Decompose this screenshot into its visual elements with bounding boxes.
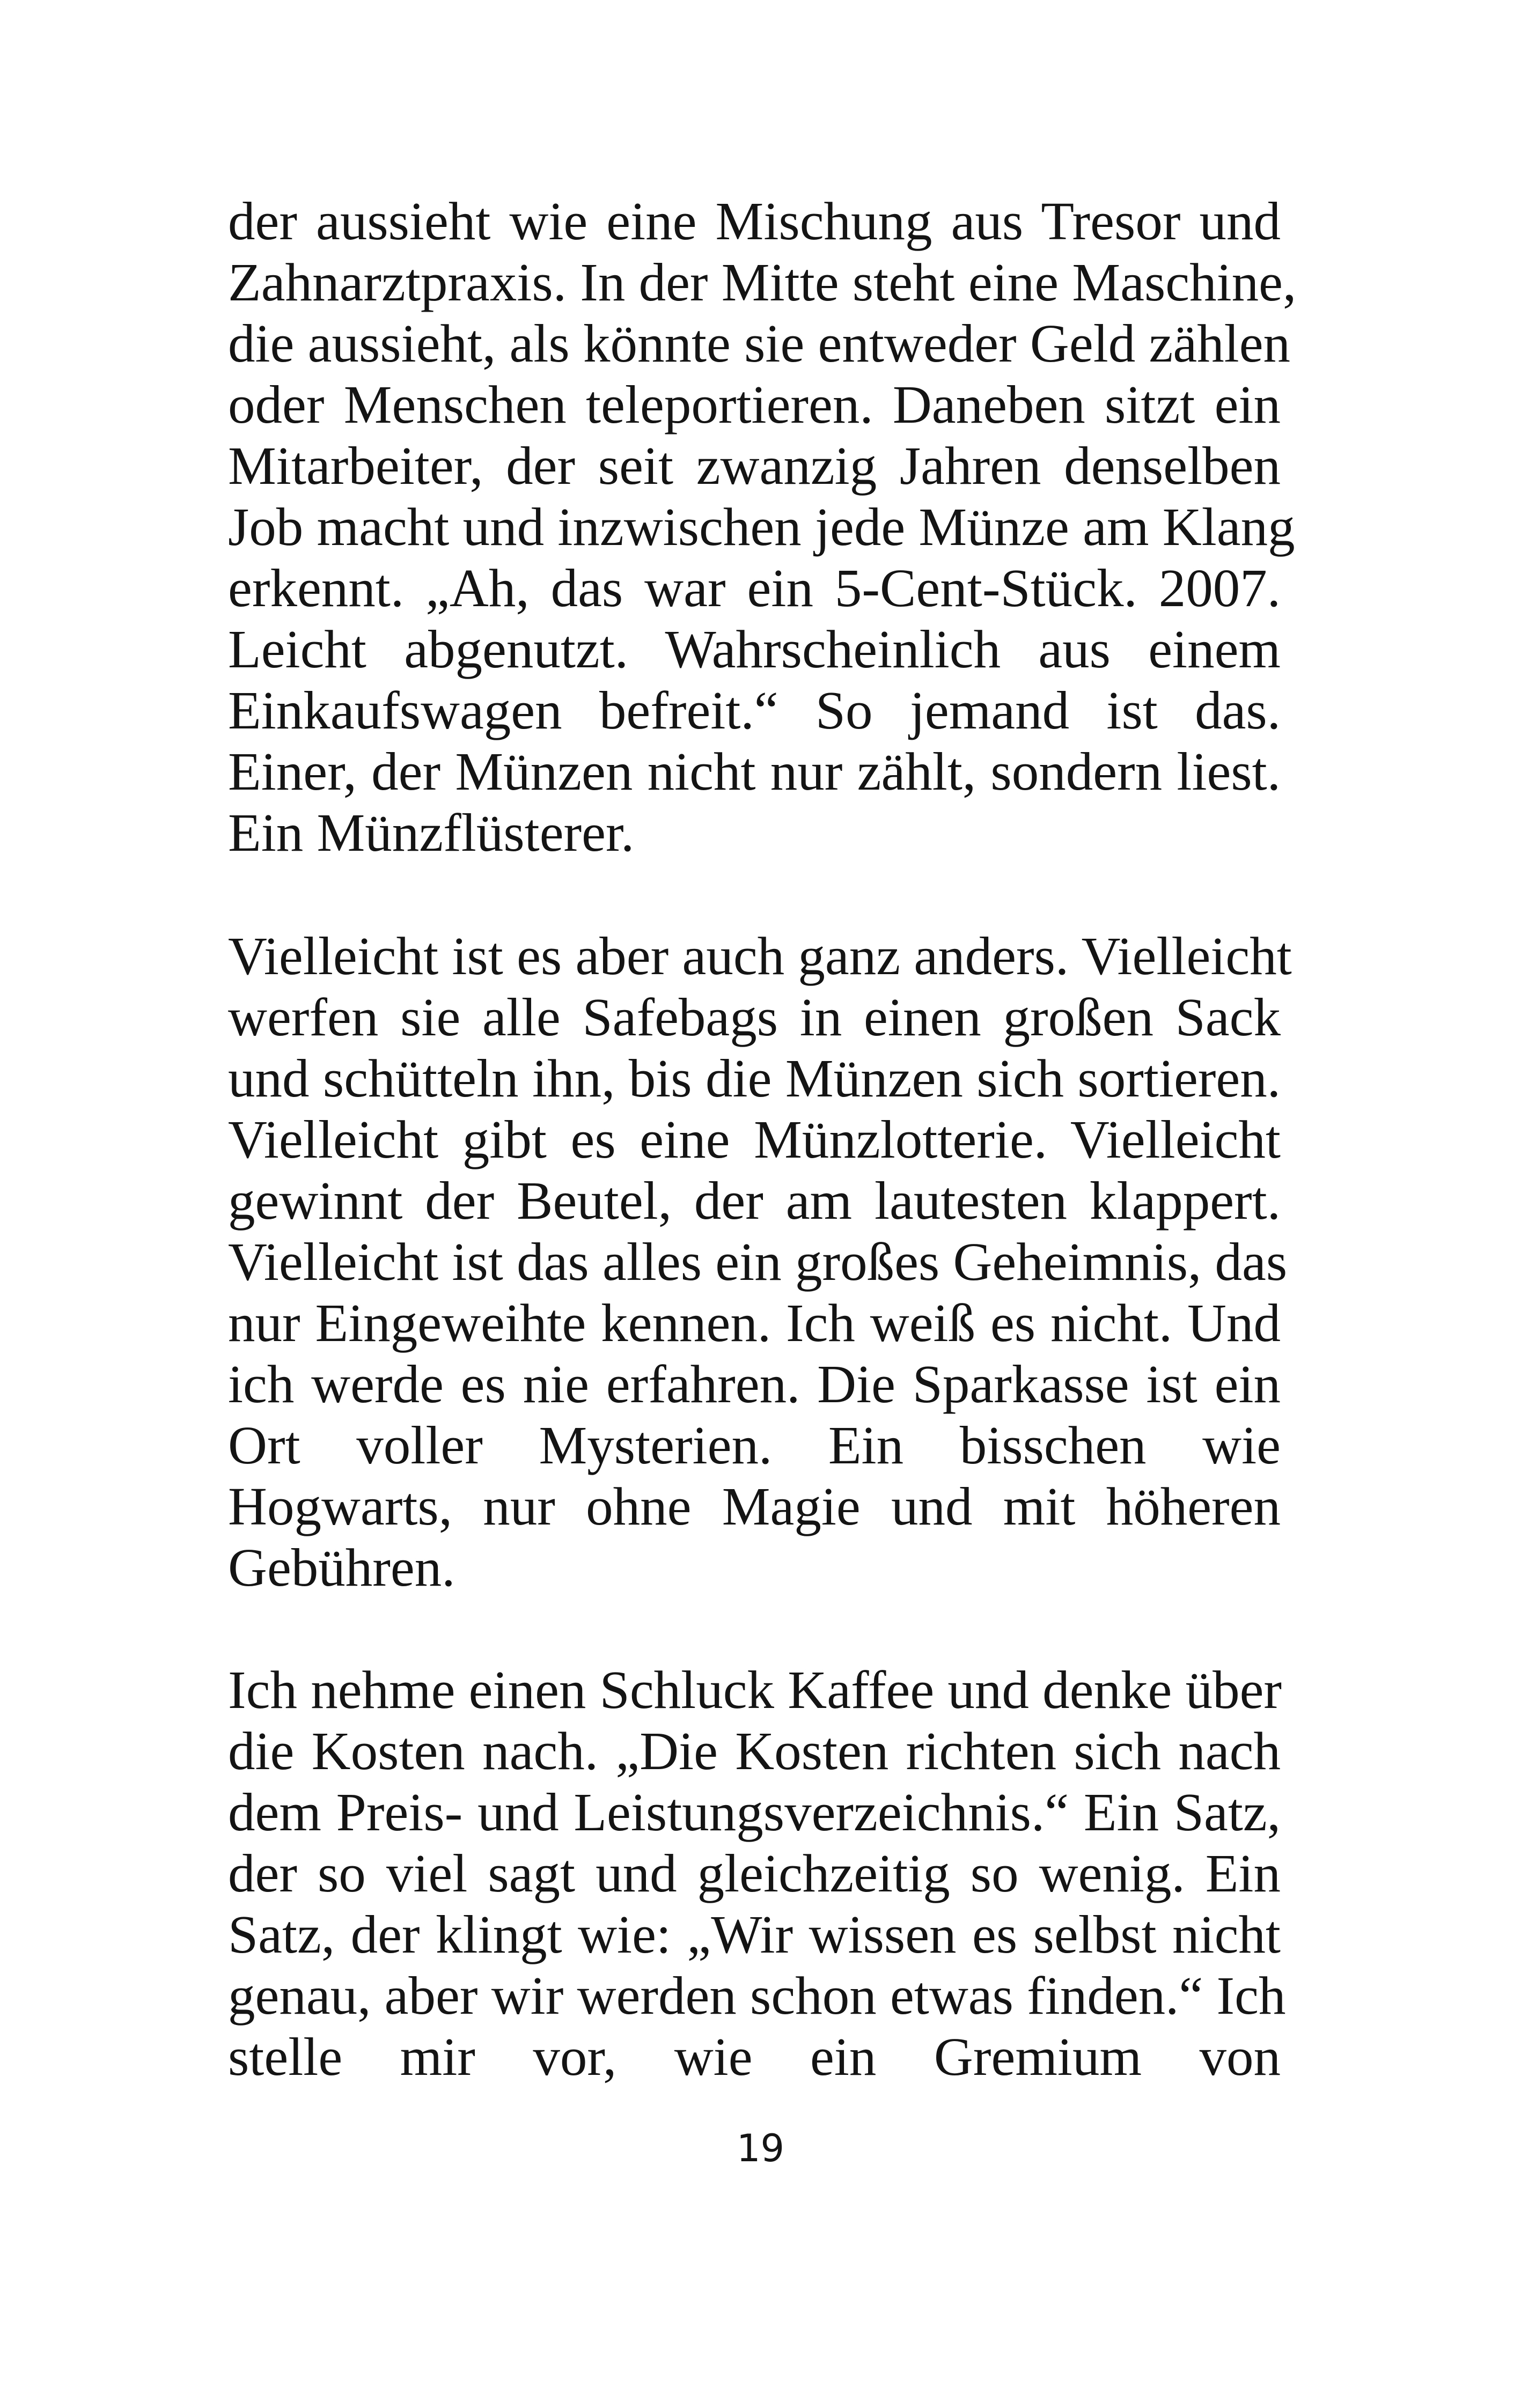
paragraph-2 [228, 925, 1292, 1598]
text-line: nur Eingeweihte kennen. Ich weiß es nicht. Und [228, 1293, 1281, 1353]
text-line: Vielleicht gibt es eine Münzlotterie. Vielleicht [228, 1109, 1281, 1169]
paragraph-1 [228, 190, 1297, 863]
text-line: Satz, der klingt wie: „Wir wissen es selbst nicht [228, 1904, 1281, 1964]
text-line: der so viel sagt und gleichzeitig so wenig. Ein [228, 1843, 1281, 1903]
paragraph-3 [228, 1659, 1286, 2087]
text-line: Ein Münzflüsterer. [228, 802, 635, 863]
text-line: erkennt. „Ah, das war ein 5-Cent-Stück. 2007. [228, 558, 1281, 618]
text-line: Leicht abgenutzt. Wahrscheinlich aus einem [228, 619, 1281, 679]
text-line: die aussieht, als könnte sie entweder Geld zählen [228, 313, 1291, 373]
text-line: dem Preis- und Leistungsverzeichnis.“ Ein Satz, [228, 1782, 1281, 1842]
text-line: Gebühren. [228, 1537, 455, 1597]
text-line: oder Menschen teleportieren. Daneben sitzt ein [228, 374, 1281, 435]
text-line: Vielleicht ist das alles ein großes Geheimnis, das [228, 1232, 1288, 1292]
text-line: die Kosten nach. „Die Kosten richten sich nach [228, 1721, 1281, 1781]
text-line: genau, aber wir werden schon etwas finden.“ Ich [228, 1965, 1286, 2026]
text-line: und schütteln ihn, bis die Münzen sich sortieren. [228, 1048, 1281, 1108]
text-line: Zahnarztpraxis. In der Mitte steht eine Maschine, [228, 252, 1297, 312]
text-line: ich werde es nie erfahren. Die Sparkasse ist ein [228, 1354, 1281, 1414]
page-number: 19 [736, 2126, 785, 2170]
text-line: Einkaufswagen befreit.“ So jemand ist das. [228, 680, 1281, 740]
text-line: Vielleicht ist es aber auch ganz anders. Vielleicht [228, 926, 1292, 986]
text-line: gewinnt der Beutel, der am lautesten klappert. [228, 1170, 1281, 1231]
text-line: werfen sie alle Safebags in einen großen Sack [228, 987, 1281, 1047]
text-line: Mitarbeiter, der seit zwanzig Jahren denselben [228, 436, 1281, 496]
text-line: stelle mir vor, wie ein Gremium von [228, 2027, 1281, 2087]
text-line: der aussieht wie eine Mischung aus Tresor und [228, 191, 1281, 251]
text-line: Ich nehme einen Schluck Kaffee und denke über [228, 1660, 1282, 1720]
text-line: Hogwarts, nur ohne Magie und mit höheren [228, 1476, 1281, 1536]
text-line: Einer, der Münzen nicht nur zählt, sondern liest. [228, 741, 1281, 801]
text-line: Ort voller Mysterien. Ein bisschen wie [228, 1415, 1281, 1475]
text-line: Job macht und inzwischen jede Münze am Klang [228, 497, 1295, 557]
